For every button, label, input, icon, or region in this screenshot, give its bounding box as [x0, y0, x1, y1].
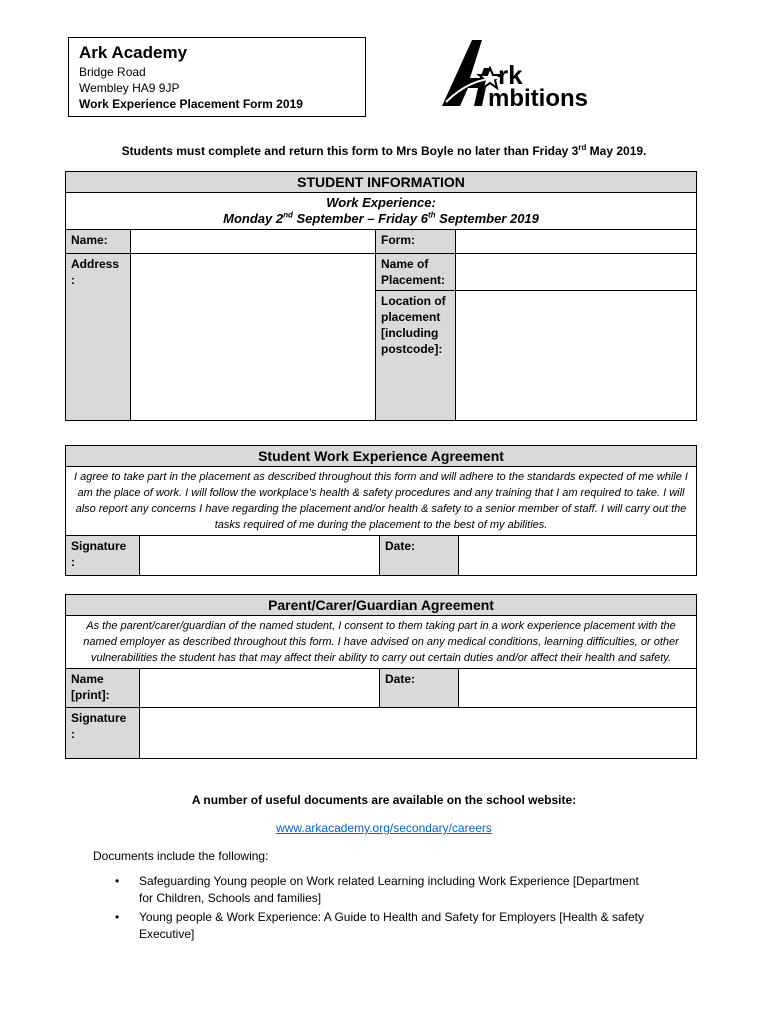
parent-agreement-title: Parent/Carer/Guardian Agreement: [66, 595, 697, 616]
parent-agreement-table: [65, 594, 697, 759]
name-label: Name:: [66, 230, 131, 254]
student-agreement-title: Student Work Experience Agreement: [66, 446, 697, 467]
parent-date-label: Date:: [380, 669, 459, 708]
address-line-1: Bridge Road: [79, 65, 146, 79]
student-form-field[interactable]: [456, 230, 697, 254]
form-title: Work Experience Placement Form 2019: [79, 97, 303, 111]
student-name-field[interactable]: [131, 230, 376, 254]
deadline-notice: Students must complete and return this form to Mrs Boyle no later than Friday 3rd May 2019.: [121, 143, 647, 158]
address-line-2: Wembley HA9 9JP: [79, 81, 180, 95]
placement-name-field[interactable]: [456, 254, 697, 291]
parent-name-label: Name [print]:: [66, 669, 140, 708]
bullet-icon: •: [115, 910, 120, 924]
logo-a-shape: [442, 40, 490, 106]
student-date-label: Date:: [380, 536, 459, 576]
work-experience-dates: Work Experience: Monday 2nd September – Friday 6th September 2019: [66, 193, 697, 230]
student-agreement-table: [65, 445, 697, 576]
parent-signature-label: Signature :: [66, 708, 140, 759]
logo-word-rk: rk: [498, 60, 523, 90]
placement-location-label: Location of placement [including postcode]:: [376, 291, 456, 421]
parent-name-field[interactable]: [140, 669, 380, 708]
student-agreement-text: I agree to take part in the placement as described throughout this form and will adhere to the standards expected of me while I am the place of work. I will follow the workplace’s health & safety procedures and any training that I am required to take. I will also report any concerns I have regarding the placement and/or health & safety to a senior member of staff. I will carry out the tasks required of me during the placement to the best of my abilities.: [66, 467, 697, 536]
list-item: • Young people & Work Experience: A Guide to Health and Safety for Employers [Health & safety Executive]: [115, 910, 644, 941]
student-address-field[interactable]: [131, 254, 376, 421]
list-item: • Safeguarding Young people on Work related Learning including Work Experience [Department for Children, Schools and families]: [115, 874, 639, 905]
parent-agreement-text: As the parent/carer/guardian of the named student, I consent to them taking part in a work experience placement with the named employer as described throughout this form. I have advised on any medical conditions, learning difficulties, or other vulnerabilities the student has that may affect their ability to carry out certain duties and/or affect their health and safety.: [66, 616, 697, 669]
school-address-box: [68, 37, 366, 117]
parent-signature-field[interactable]: [140, 708, 697, 759]
student-signature-label: Signature :: [66, 536, 140, 576]
student-signature-field[interactable]: [140, 536, 380, 576]
placement-name-label: Name of Placement:: [376, 254, 456, 291]
ark-ambitions-logo: [440, 38, 655, 110]
bullet-icon: •: [115, 874, 120, 888]
form-label: Form:: [376, 230, 456, 254]
placement-location-field[interactable]: [456, 291, 697, 421]
address-label: Address :: [66, 254, 131, 421]
logo-word-mbitions: mbitions: [488, 85, 588, 110]
parent-date-field[interactable]: [459, 669, 697, 708]
student-date-field[interactable]: [459, 536, 697, 576]
school-name: Ark Academy: [79, 43, 188, 62]
student-information-table: [65, 171, 697, 421]
documents-list: [115, 873, 655, 945]
useful-documents-note: A number of useful documents are available on the school website:: [191, 793, 577, 807]
documents-intro: Documents include the following:: [93, 849, 269, 863]
careers-link[interactable]: www.arkacademy.org/secondary/careers: [276, 821, 492, 835]
student-info-title: STUDENT INFORMATION: [66, 172, 697, 193]
